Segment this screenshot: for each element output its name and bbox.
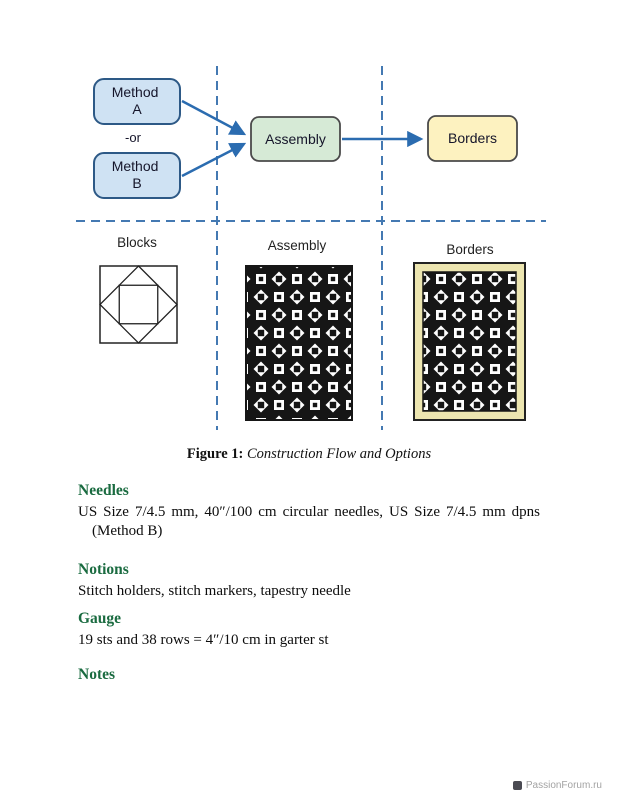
section-heading-notions: Notions [78, 561, 129, 578]
borders-quilt-image [414, 263, 525, 420]
arrow-method-a-to-assembly [182, 101, 244, 134]
figure-caption-text: Construction Flow and Options [247, 446, 432, 462]
assembly-box-label: Assembly [265, 131, 326, 147]
arrow-method-b-to-assembly [182, 144, 244, 176]
blocks-diagram [100, 266, 177, 343]
flow-box-borders [428, 116, 517, 161]
flow-box-method-a [94, 79, 180, 124]
column-label-blocks: Blocks [117, 235, 157, 250]
figure-caption-label: Figure 1: [186, 446, 244, 462]
section-heading-needles: Needles [78, 482, 129, 499]
figure-caption [0, 446, 618, 463]
or-label: -or [125, 130, 141, 145]
watermark[interactable] [513, 780, 602, 791]
needles-body-line1: US Size 7/4.5 mm, 40″/100 cm circular needles, US Size 7/4.5 mm dpns [78, 504, 540, 520]
notions-body: Stitch holders, stitch markers, tapestry needle [78, 583, 351, 599]
column-label-assembly: Assembly [267, 238, 327, 253]
borders-box-label: Borders [447, 130, 498, 146]
method-a-label-line2: A [132, 101, 142, 117]
needles-body-line2: (Method B) [92, 523, 163, 539]
column-label-borders: Borders [446, 242, 494, 257]
flow-box-method-b [94, 153, 180, 198]
watermark-logo-icon [513, 781, 522, 790]
section-heading-gauge: Gauge [78, 610, 122, 627]
flow-box-assembly [251, 117, 340, 161]
method-b-label-line1: Method [111, 158, 159, 174]
assembly-quilt-image [246, 266, 352, 420]
method-b-label-line2: B [132, 175, 142, 191]
watermark-text[interactable]: PassionForum.ru [525, 780, 602, 791]
section-heading-notes: Notes [78, 666, 116, 683]
gauge-body: 19 sts and 38 rows = 4″/10 cm in garter st [78, 632, 329, 648]
method-a-label-line1: Method [111, 84, 159, 100]
